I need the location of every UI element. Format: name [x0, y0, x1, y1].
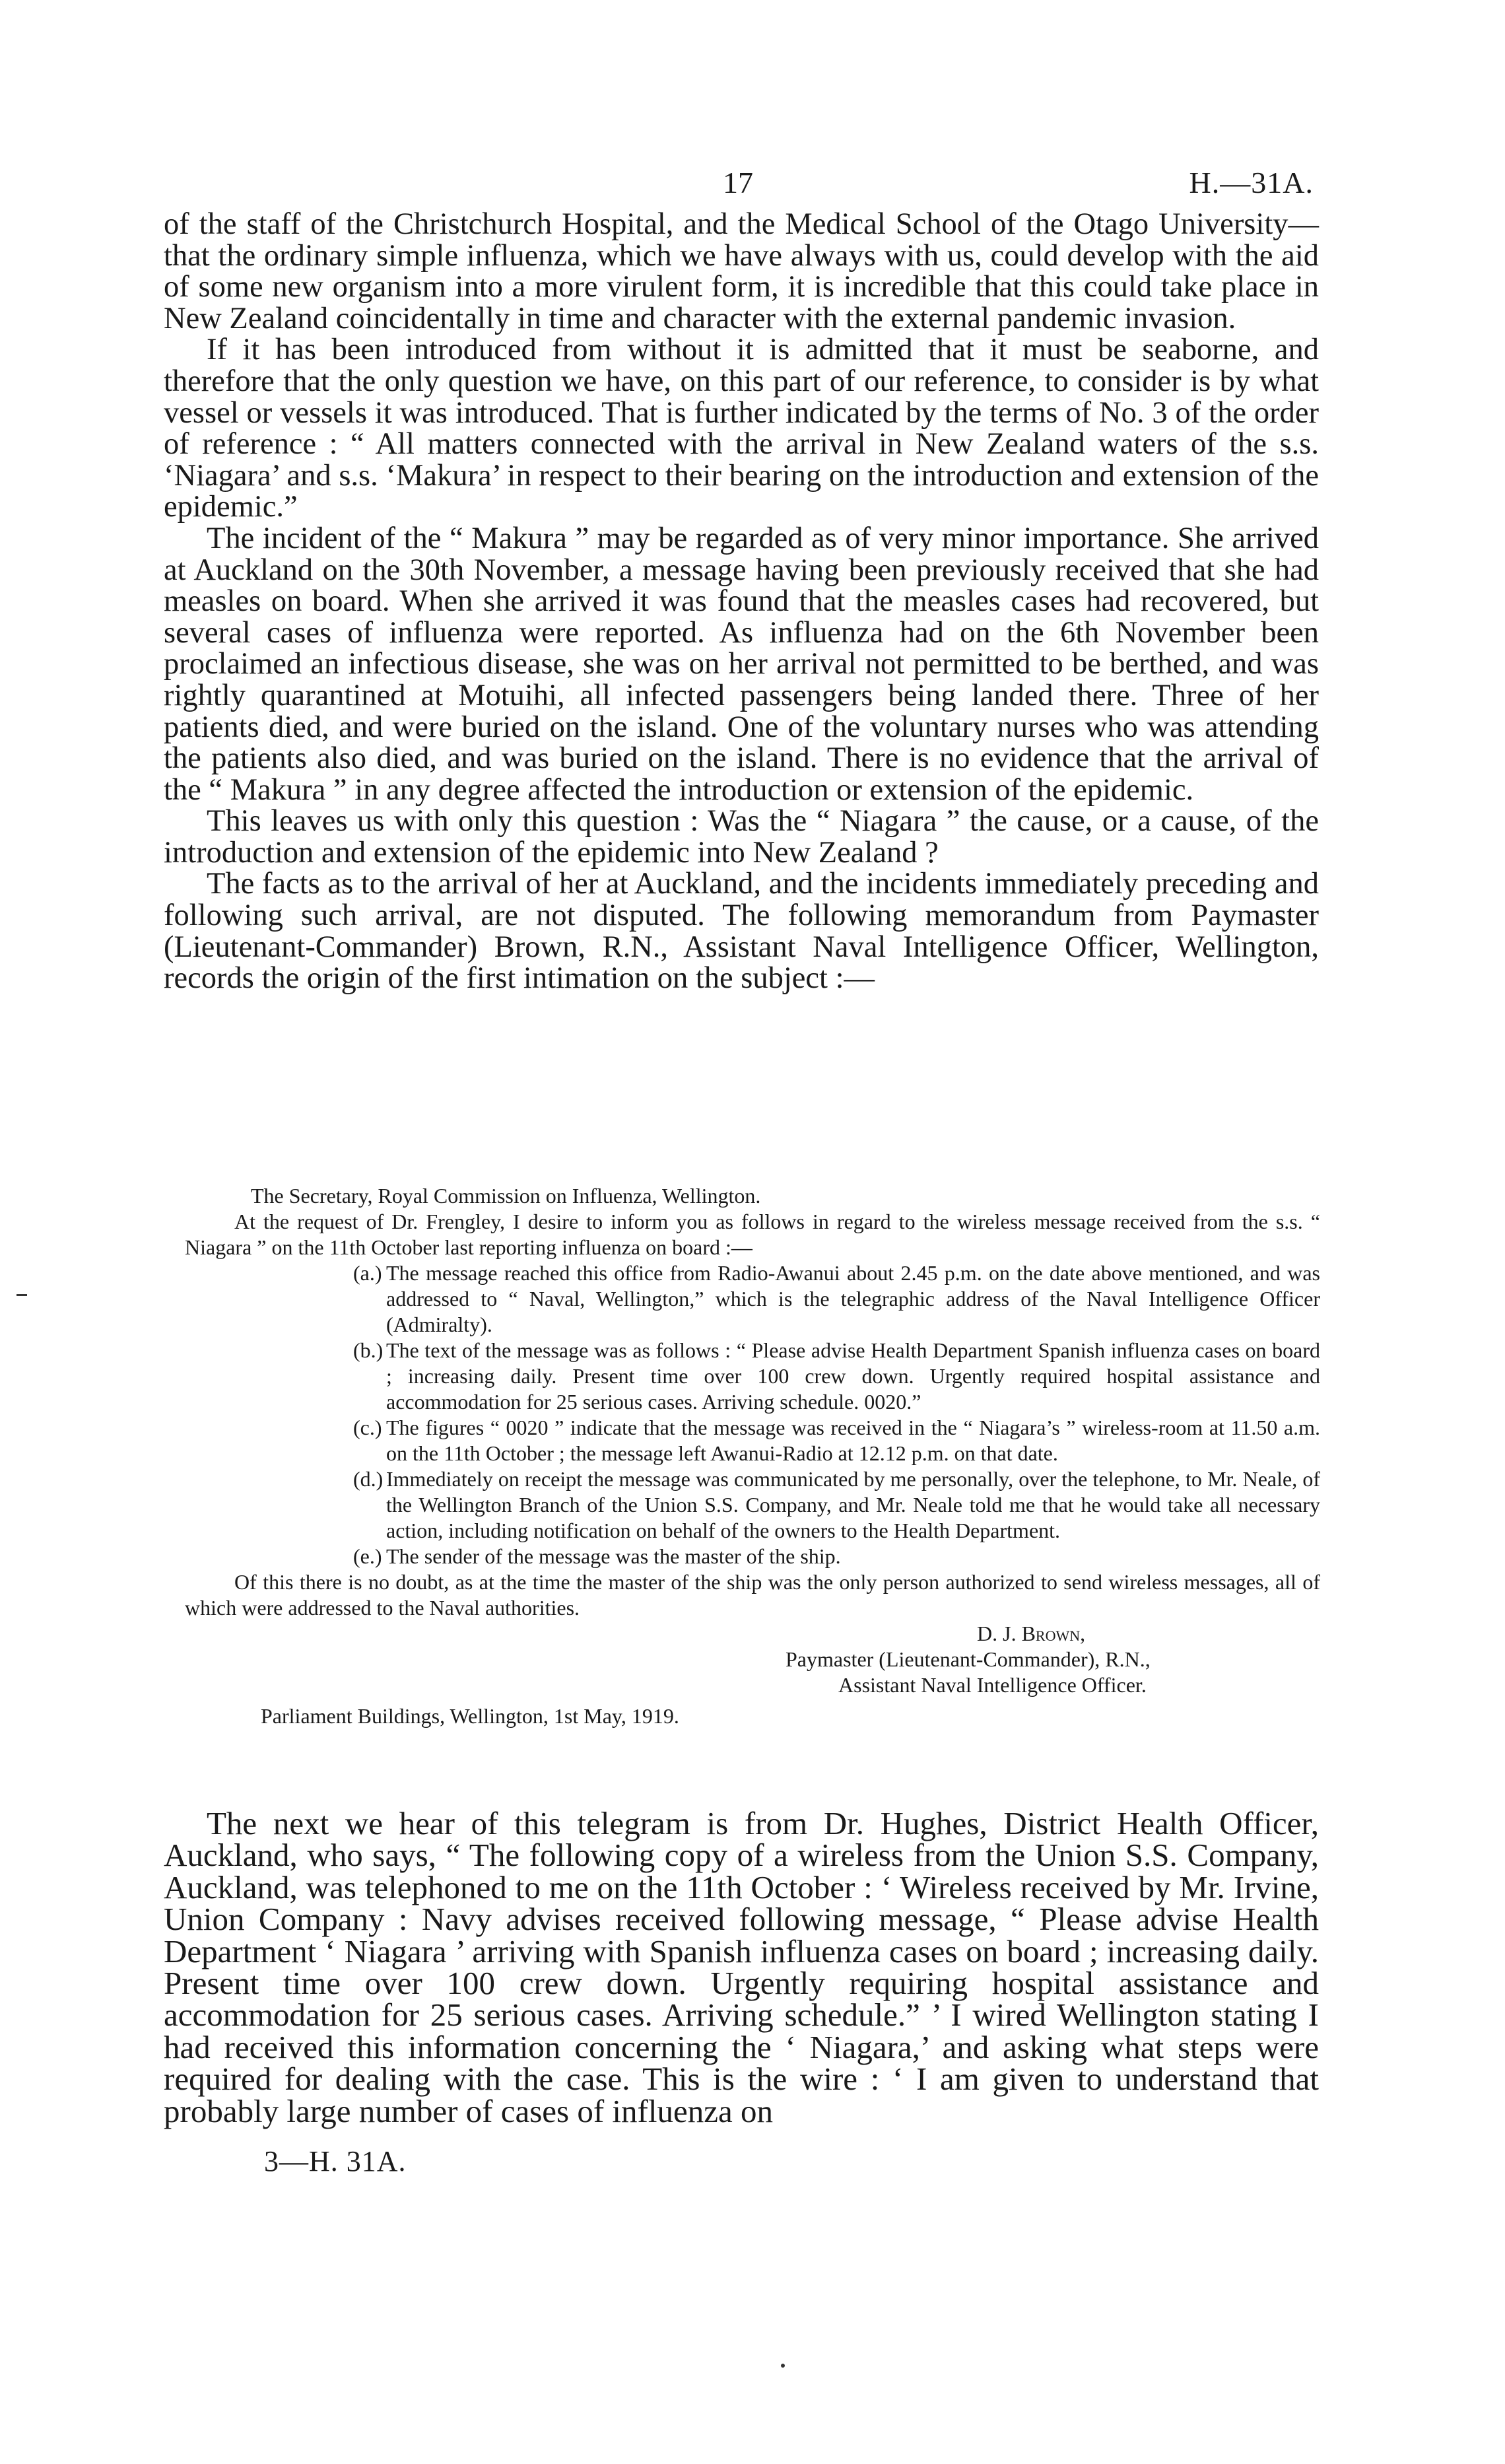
- memo-item-text: The text of the message was as follows : “ Please advise Health Department Spanish influenza cases on board ; increasing daily. Present time over 100 crew down. Urgently required hospital assistance and accommodation for 25 serious cases. Arriving schedule. 0020.”: [386, 1338, 1320, 1414]
- memo-item-text: Immediately on receipt the message was communicated by me personally, over the telephone, to Mr. Neale, of the Wellington Branch of the Union S.S. Company, and Mr. Neale told me that he would take all necessary action, including notification on behalf of the owners to the Health Department.: [386, 1467, 1320, 1542]
- post-memo-text-block: [164, 1805, 1319, 2129]
- document-reference: H.—31A.: [1189, 166, 1314, 199]
- page-header: [0, 165, 1505, 205]
- main-text-block: [164, 209, 1319, 994]
- paragraph-memorandum-intro: The facts as to the arrival of her at Auckland, and the incidents immediately preceding and following such arrival, are not disputed. The following memorandum from Paymaster (Lieutenant-Commander) Brown, R.N., Assistant Naval Intelligence Officer, Wellington, records the origin of the first intimation on the subject :—: [164, 867, 1319, 996]
- quoted-memorandum: [185, 1183, 1320, 1729]
- paragraph-hughes: The next we hear of this telegram is from Dr. Hughes, District Health Officer, Auckland, who says, “ The following copy of a wireless from the Union S.S. Company, Auckland, was telephoned to me on the 11th October : ‘ Wireless received by Mr. Irvine, Union Company : Navy advises received following message, “ Please advise Health Department ‘ Niagara ’ arriving with Spanish influenza cases on board ; increasing daily. Present time over 100 crew down. Urgently requiring hospital assistance and accommodation for 25 serious cases. Arriving schedule.” ’ I wired Wellington stating I had received this information concerning the ‘ Niagara,’ and asking what steps were required for dealing with the case. This is the wire : ‘ I am given to understand that probably large number of cases of influenza on: [164, 1805, 1319, 2129]
- memo-item-label: (a.): [353, 1261, 382, 1285]
- memo-item: [185, 1338, 1320, 1415]
- memo-item-text: The message reached this office from Radio-Awanui about 2.45 p.m. on the date above mentioned, and was addressed to “ Naval, Wellington,” which is the telegraphic address of the Naval Intelligence Officer (Admiralty).: [386, 1261, 1320, 1336]
- memo-item: [185, 1544, 1320, 1569]
- memo-item: [185, 1260, 1320, 1338]
- memo-item: [185, 1415, 1320, 1466]
- memo-item-label: (d.): [353, 1467, 384, 1491]
- memo-signature-office: Assistant Naval Intelligence Officer.: [838, 1673, 1147, 1697]
- memo-signature-rank: Paymaster (Lieutenant-Commander), R.N.,: [786, 1647, 1151, 1671]
- memo-item-text: The sender of the message was the master of the ship.: [386, 1544, 841, 1568]
- page-number: 17: [723, 166, 753, 199]
- memo-item: [185, 1466, 1320, 1544]
- memo-item-text: The figures “ 0020 ” indicate that the message was received in the “ Niagara’s ” wireless-room at 11.50 a.m. on the 11th October ; the message left Awanui-Radio at 12.12 p.m. on that date.: [386, 1416, 1320, 1465]
- memo-intro: At the request of Dr. Frengley, I desire to inform you as follows in regard to the wireless message received from the s.s. “ Niagara ” on the 11th October last reporting influenza on board :—: [185, 1210, 1320, 1259]
- paragraph-continuation: of the staff of the Christchurch Hospital, and the Medical School of the Otago University—that the ordinary simple influenza, which we have always with us, could develop with the aid of some new organism into a more virulent form, it is incredible that this could take place in New Zealand coincidentally in time and character with the external pandemic invasion.: [164, 207, 1319, 335]
- memo-addressee: The Secretary, Royal Commission on Influenza, Wellington.: [251, 1184, 761, 1208]
- printer-signature-mark: 3—H. 31A.: [264, 2145, 407, 2177]
- paragraph-question: This leaves us with only this question : Was the “ Niagara ” the cause, or a cause, of the introduction and extension of the epidemic into New Zealand ?: [164, 804, 1319, 870]
- paragraph-seaborne: If it has been introduced from without it is admitted that it must be seaborne, and therefore that the only question we have, on this part of our reference, to consider is by what vessel or vessels it was introduced. That is further indicated by the terms of No. 3 of the order of reference : “ All matters connected with the arrival in New Zealand waters of the s.s. ‘Niagara’ and s.s. ‘Makura’ in respect to their bearing on the introduction and extension of the epidemic.”: [164, 333, 1319, 524]
- memo-closing: Of this there is no doubt, as at the time the master of the ship was the only person authorized to send wireless messages, all of which were addressed to the Naval authorities.: [185, 1570, 1320, 1620]
- memo-signature-name: D. J. Brown,: [977, 1622, 1086, 1645]
- print-speck: [781, 2364, 785, 2368]
- margin-mark: [17, 1294, 27, 1296]
- memo-item-label: (c.): [353, 1416, 382, 1439]
- paragraph-makura: The incident of the “ Makura ” may be regarded as of very minor importance. She arrived at Auckland on the 30th November, a message having been previously received that she had measles on board. When she arrived it was found that the measles cases had recovered, but several cases of influenza were reported. As influenza had on the 6th November been proclaimed an infectious disease, she was on her arrival not permitted to be berthed, and was rightly quarantined at Motuihi, all infected passengers being landed there. Three of her patients died, and were buried on the island. One of the voluntary nurses who was attending the patients also died, and was buried on the island. There is no evidence that the arrival of the “ Makura ” in any degree affected the introduction or extension of the epidemic.: [164, 521, 1319, 807]
- memo-item-label: (b.): [353, 1338, 384, 1362]
- memo-item-label: (e.): [353, 1544, 382, 1568]
- memo-dateline: Parliament Buildings, Wellington, 1st May, 1919.: [261, 1704, 679, 1728]
